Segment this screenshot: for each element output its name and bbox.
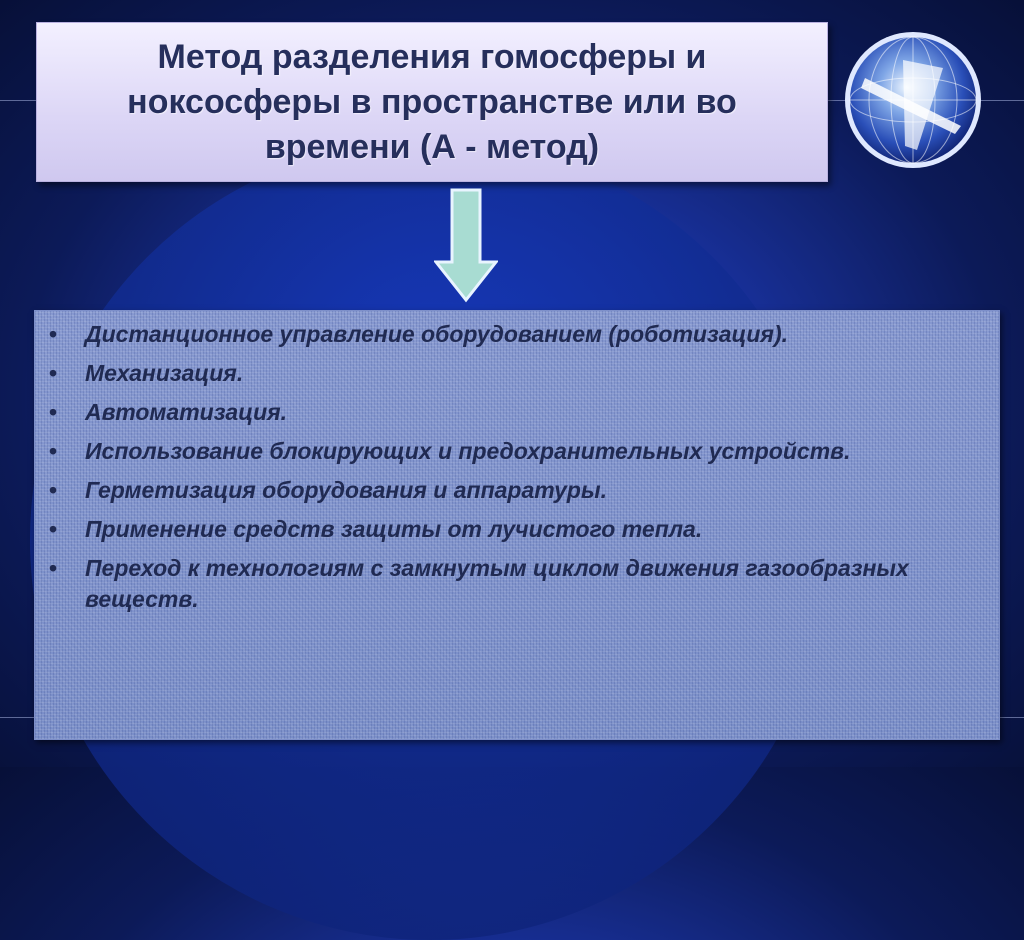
method-list bbox=[35, 311, 999, 615]
bullet-marker: • bbox=[49, 477, 58, 503]
list-item-text: Дистанционное управление оборудованием (роботизация). bbox=[85, 321, 788, 347]
globe-icon bbox=[843, 30, 983, 170]
slide-title: Метод разделения гомосферы и ноксосферы в пространстве или во времени (А - метод) bbox=[127, 37, 737, 166]
list-item-text: Переход к технологиям с замкнутым циклом движения газообразных веществ. bbox=[85, 555, 909, 612]
list-item bbox=[47, 397, 979, 428]
list-item bbox=[47, 553, 979, 615]
content-box bbox=[34, 310, 1000, 740]
list-item-text: Использование блокирующих и предохранительных устройств. bbox=[85, 438, 851, 464]
bullet-marker: • bbox=[49, 438, 58, 464]
list-item-text: Герметизация оборудования и аппаратуры. bbox=[85, 477, 608, 503]
bullet-marker: • bbox=[49, 555, 58, 581]
list-item bbox=[47, 514, 979, 545]
title-box bbox=[36, 22, 828, 182]
list-item bbox=[47, 319, 979, 350]
list-item bbox=[47, 358, 979, 389]
bullet-marker: • bbox=[49, 321, 58, 347]
list-item bbox=[47, 475, 979, 506]
list-item-text: Применение средств защиты от лучистого тепла. bbox=[85, 516, 703, 542]
list-item bbox=[47, 436, 979, 467]
bullet-marker: • bbox=[49, 516, 58, 542]
arrow-down-icon bbox=[434, 188, 498, 304]
list-item-text: Автоматизация. bbox=[85, 399, 288, 425]
list-item-text: Механизация. bbox=[85, 360, 244, 386]
bullet-marker: • bbox=[49, 399, 58, 425]
bullet-marker: • bbox=[49, 360, 58, 386]
